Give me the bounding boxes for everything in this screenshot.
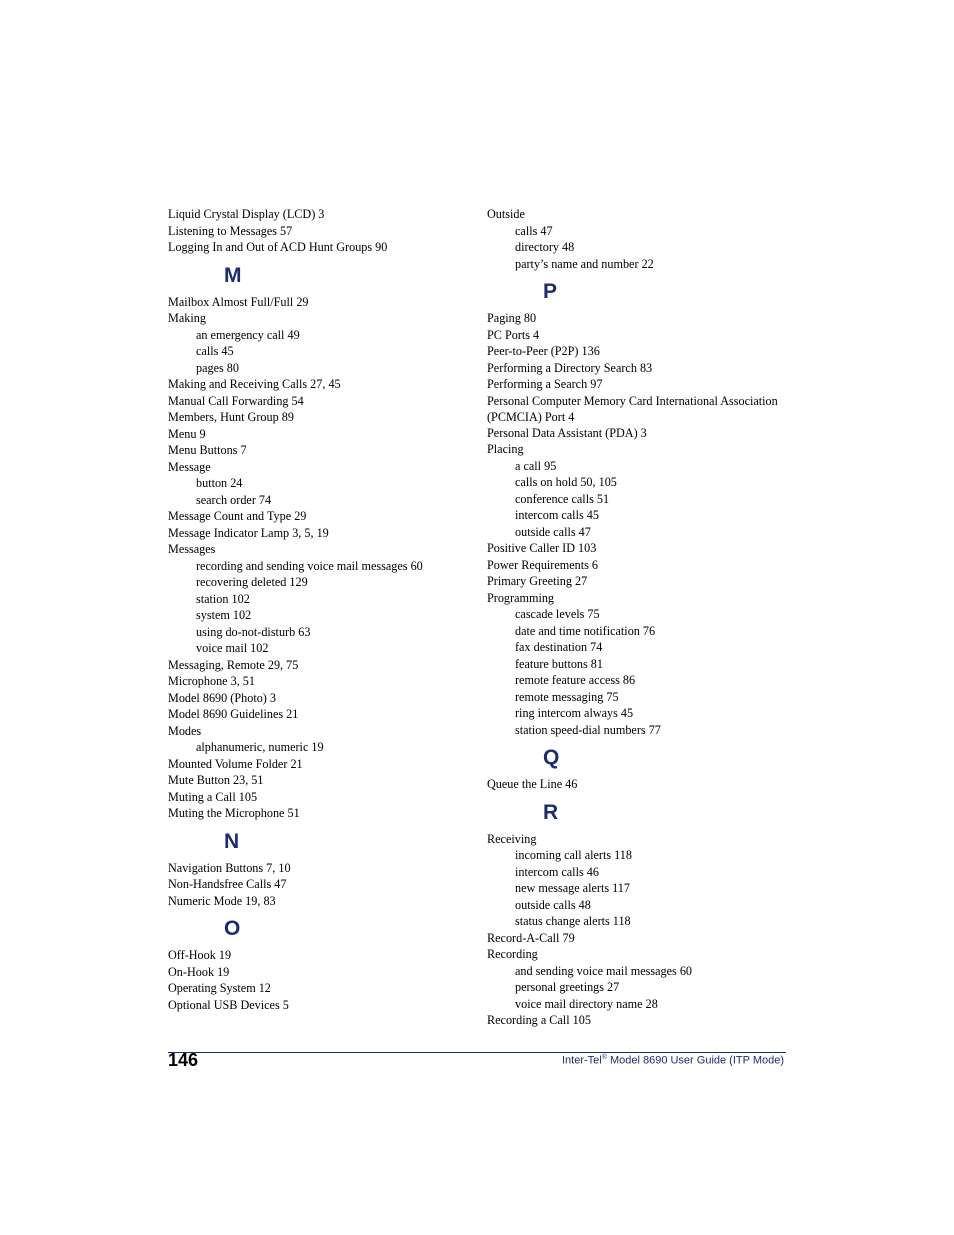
index-subentry: incoming call alerts 118 — [515, 848, 632, 862]
index-subentry: station speed-dial numbers 77 — [515, 722, 661, 737]
index-entry: Personal Data Assistant (PDA) 3 — [487, 425, 647, 440]
index-subentry: feature buttons 81 — [515, 656, 603, 671]
index-entry: Navigation Buttons 7, 10 — [168, 860, 291, 875]
index-entry: Numeric Mode 19, 83 — [168, 893, 276, 908]
index-subentry: intercom calls 46 — [515, 864, 599, 879]
index-entry: Primary Greeting 27 — [487, 574, 588, 588]
index-entry: Performing a Search 97 — [487, 377, 603, 391]
index-subentry: button 24 — [196, 476, 243, 490]
index-entry: Mute Button 23, 51 — [168, 773, 264, 787]
index-entry: Message — [168, 459, 211, 474]
index-entry: Recording — [487, 947, 538, 961]
index-entry: Muting the Microphone 51 — [168, 806, 300, 820]
index-entry: Microphone 3, 51 — [168, 674, 255, 688]
index-entry: Making and Receiving Calls 27, 45 — [168, 377, 341, 391]
index-subentry: a call 95 — [515, 458, 557, 473]
index-entry: Recording a Call 105 — [487, 1013, 591, 1027]
index-entry: On-Hook 19 — [168, 964, 230, 979]
index-column-left — [168, 206, 468, 1013]
index-entry: Menu Buttons 7 — [168, 443, 247, 457]
index-subentry: ring intercom always 45 — [515, 706, 634, 720]
index-subentry: remote feature access 86 — [515, 673, 636, 687]
index-subentry: and sending voice mail messages 60 — [515, 963, 693, 978]
index-subentry: recording and sending voice mail messages 60 — [196, 558, 423, 573]
index-subentry: station 102 — [196, 591, 250, 606]
index-entry: Model 8690 Guidelines 21 — [168, 707, 299, 721]
index-entry: Personal Computer Memory Card International Association (PCMCIA) Port 4 — [487, 393, 778, 424]
index-entry: Making — [168, 311, 206, 325]
index-entry: Logging In and Out of ACD Hunt Groups 90 — [168, 240, 388, 254]
section-letter-heading: P — [543, 280, 558, 303]
index-entry: Mailbox Almost Full/Full 29 — [168, 294, 309, 309]
index-subentry: alphanumeric, numeric 19 — [196, 740, 324, 754]
footer-rule — [168, 1052, 786, 1053]
section-letter-heading: M — [224, 263, 242, 287]
index-subentry: pages 80 — [196, 360, 239, 375]
index-entry: Record-A-Call 79 — [487, 930, 575, 945]
index-entry: Messages — [168, 542, 216, 556]
index-entry: Listening to Messages 57 — [168, 223, 293, 238]
index-entry: Queue the Line 46 — [487, 777, 578, 791]
index-entry: Positive Caller ID 103 — [487, 541, 597, 555]
section-letter-heading: Q — [543, 746, 560, 769]
index-entry: Optional USB Devices 5 — [168, 997, 289, 1012]
index-entry: Off-Hook 19 — [168, 948, 232, 962]
index-entry: Operating System 12 — [168, 981, 271, 995]
index-subentry: party’s name and number 22 — [515, 256, 654, 271]
index-entry: Mounted Volume Folder 21 — [168, 756, 303, 771]
index-entry: Menu 9 — [168, 426, 206, 441]
registered-mark: ® — [601, 1054, 607, 1061]
index-subentry: conference calls 51 — [515, 491, 610, 506]
index-subentry: remote messaging 75 — [515, 689, 619, 704]
index-entry: Liquid Crystal Display (LCD) 3 — [168, 207, 325, 221]
index-subentry: outside calls 48 — [515, 897, 591, 912]
index-subentry: calls on hold 50, 105 — [515, 475, 617, 489]
section-letter-heading: O — [224, 917, 241, 940]
index-entry: Programming — [487, 590, 555, 605]
index-entry: Message Count and Type 29 — [168, 509, 307, 523]
index-entry: Members, Hunt Group 89 — [168, 410, 294, 424]
index-entry: Outside — [487, 207, 525, 221]
footer-guide-title: Model 8690 User Guide (ITP Mode) — [606, 1054, 784, 1067]
index-entry: Muting a Call 105 — [168, 789, 258, 804]
index-subentry: cascade levels 75 — [515, 607, 600, 621]
index-column-right — [487, 206, 792, 1029]
index-subentry: search order 74 — [196, 492, 272, 507]
index-entry: Performing a Directory Search 83 — [487, 360, 653, 375]
index-entry: Message Indicator Lamp 3, 5, 19 — [168, 525, 329, 540]
footer-brand: Inter-Tel — [561, 1054, 602, 1067]
section-letter-heading: N — [224, 829, 240, 853]
index-entry: Non-Handsfree Calls 47 — [168, 877, 287, 891]
index-subentry: new message alerts 117 — [515, 881, 630, 895]
index-subentry: voice mail 102 — [196, 641, 269, 655]
index-entry: Model 8690 (Photo) 3 — [168, 690, 276, 705]
index-subentry: an emergency call 49 — [196, 327, 300, 342]
index-entry: Messaging, Remote 29, 75 — [168, 657, 299, 672]
section-letter-heading: R — [543, 800, 559, 824]
index-subentry: fax destination 74 — [515, 640, 603, 654]
index-entry: Receiving — [487, 831, 537, 846]
index-subentry: calls 47 — [515, 223, 553, 238]
index-entry: Peer-to-Peer (P2P) 136 — [487, 344, 600, 358]
page-number: 146 — [168, 1050, 199, 1070]
index-entry: Paging 80 — [487, 311, 537, 325]
index-subentry: date and time notification 76 — [515, 623, 656, 638]
footer-title — [562, 1054, 784, 1067]
index-subentry: outside calls 47 — [515, 524, 591, 539]
index-subentry: directory 48 — [515, 240, 575, 254]
index-subentry: calls 45 — [196, 344, 234, 358]
index-entry: PC Ports 4 — [487, 327, 540, 342]
index-subentry: personal greetings 27 — [515, 980, 620, 994]
index-subentry: recovering deleted 129 — [196, 575, 308, 589]
index-entry: Manual Call Forwarding 54 — [168, 393, 304, 408]
index-entry: Power Requirements 6 — [487, 557, 599, 572]
index-entry: Placing — [487, 442, 524, 456]
index-subentry: status change alerts 118 — [515, 914, 631, 928]
index-subentry: voice mail directory name 28 — [515, 996, 658, 1011]
index-entry: Modes — [168, 723, 202, 738]
index-subentry: using do-not-disturb 63 — [196, 624, 311, 639]
index-subentry: system 102 — [196, 608, 252, 622]
index-subentry: intercom calls 45 — [515, 508, 599, 522]
